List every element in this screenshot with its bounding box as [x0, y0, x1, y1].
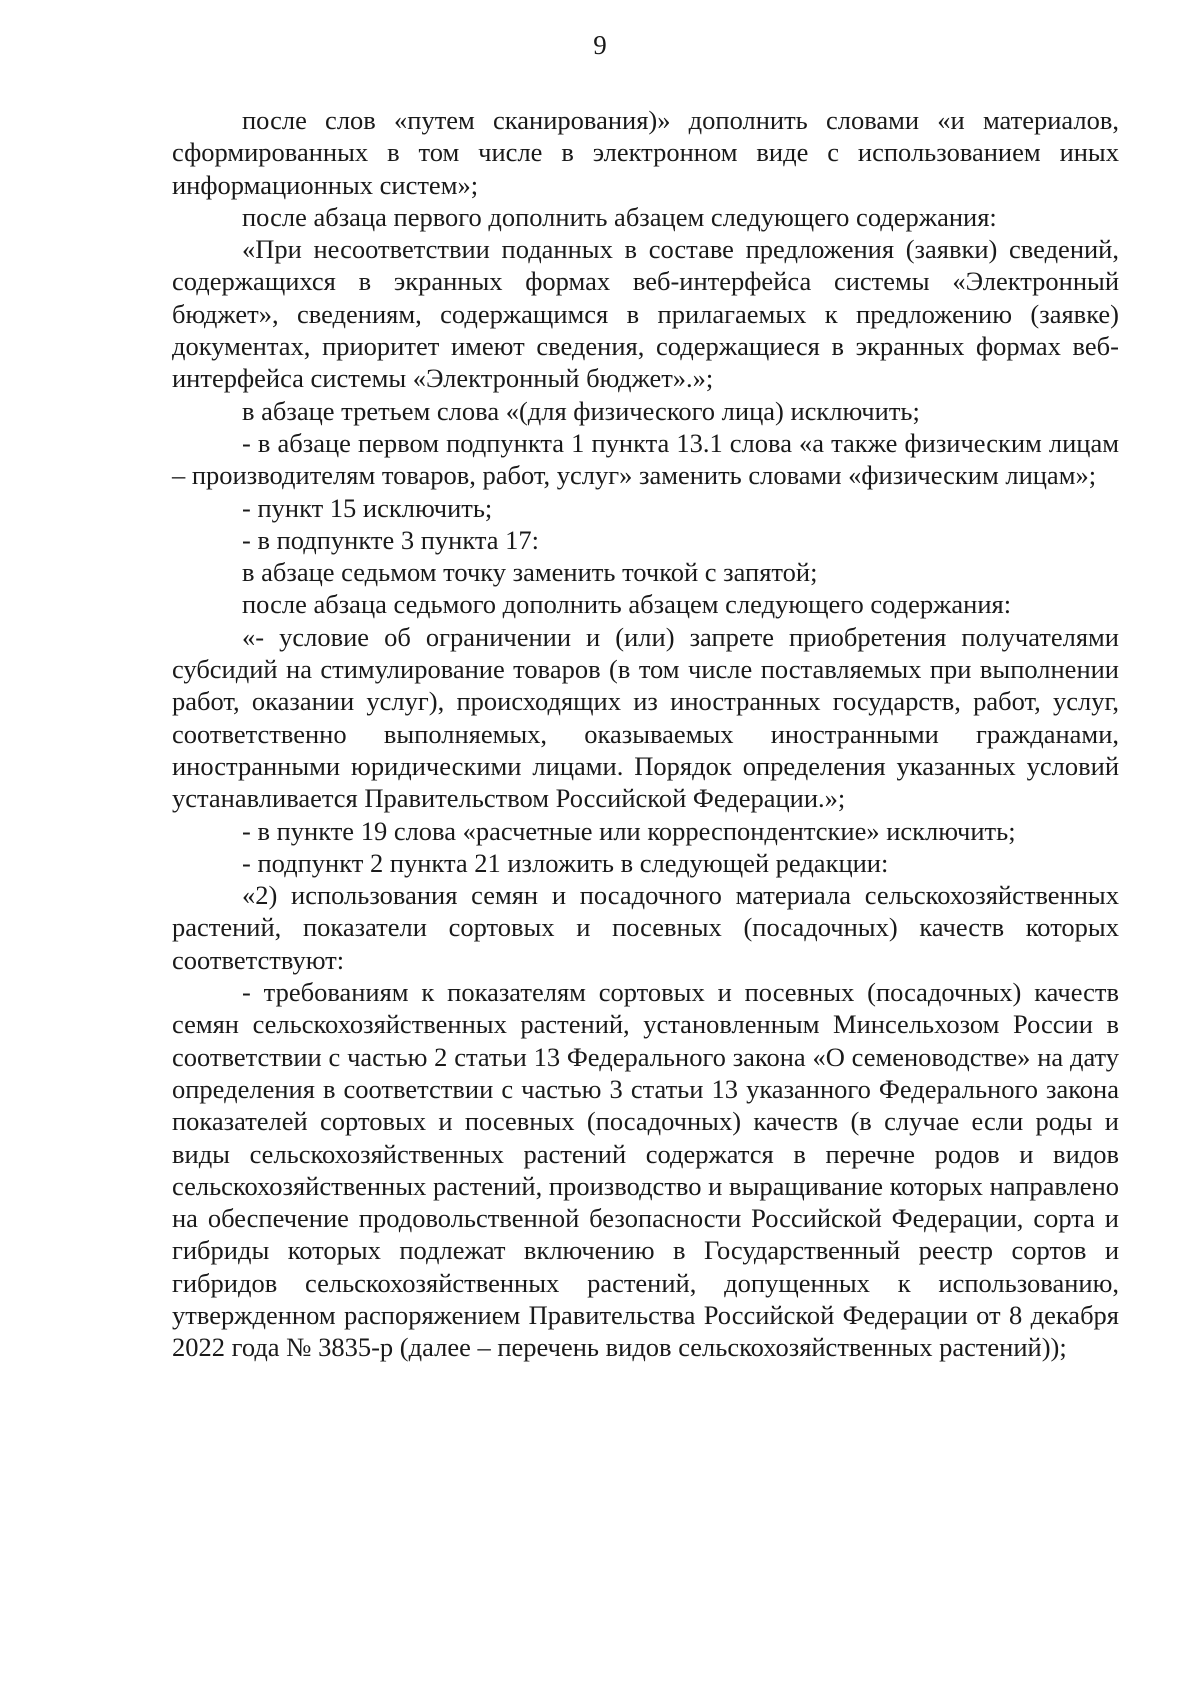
paragraph-after-seventh-abzats: после абзаца седьмого дополнить абзацем следующего содержания:: [242, 589, 1012, 620]
paragraph-seventh-abzats: в абзаце седьмом точку заменить точкой с запятой;: [242, 557, 818, 588]
paragraph-scanning-addition: после слов «путем сканирования)» дополнить словами «и материалов, сформированных в том числе в электронном виде с использованием иных информационных систем»;: [172, 105, 1119, 200]
paragraph-item-17: - в подпункте 3 пункта 17:: [242, 524, 540, 555]
paragraph-item-15: - пункт 15 исключить;: [242, 492, 493, 523]
paragraph-requirements-clause: - требованиям к показателям сортовых и посевных (посадочных) качеств семян сельскохозяйственных растений, установленным Минсельхозом России в соответствии с частью 2 статьи 13 Федерального закона «О семеноводстве» на дату определения в соответствии с частью 3 статьи 13 указанного Федерального закона показателей сортовых и посевных (посадочных) качеств (в случае если роды и виды сельскохозяйственных растений содержатся в перечне родов и видов сельскохозяйственных растений, производство и выращивание которых направлено на обеспечение продовольственной безопасности Российской Федерации, сорта и гибриды которых подлежат включению в Государственный реестр сортов и гибридов сельскохозяйственных растений, допущенных к использованию, утвержденном распоряжением Правительства Российской Федерации от 8 декабря 2022 года № 3835-р (далее – перечень видов сельскохозяйственных растений));: [172, 977, 1119, 1363]
paragraph-after-first-abzats: после абзаца первого дополнить абзацем следующего содержания:: [242, 201, 997, 232]
paragraph-priority-clause: «При несоответствии поданных в составе предложения (заявки) сведений, содержащихся в экранных формах веб-интерфейса системы «Электронный бюджет», сведениям, содержащимся в прилагаемых к предложению (заявке) документах, приоритет имеют сведения, содержащиеся в экранных формах веб-интерфейса системы «Электронный бюджет».»;: [172, 234, 1119, 394]
paragraph-restriction-clause: «- условие об ограничении и (или) запрете приобретения получателями субсидий на стимулирование товаров (в том числе поставляемых при выполнении работ, оказании услуг), происходящих из иностранных государств, работ, услуг, соответственно выполняемых, оказываемых иностранными гражданами, иностранными юридическими лицами. Порядок определения указанных условий устанавливается Правительством Российской Федерации.»;: [172, 621, 1119, 814]
paragraph-item-13-1: - в абзаце первом подпункта 1 пункта 13.1 слова «а также физическим лицам – производителям товаров, работ, услуг» заменить словами «физическим лицам»;: [172, 427, 1119, 491]
paragraph-item-19: - в пункте 19 слова «расчетные или корреспондентские» исключить;: [242, 815, 1016, 846]
paragraph-seeds-clause: «2) использования семян и посадочного материала сельскохозяйственных растений, показатели сортовых и посевных (посадочных) качеств которых соответствуют:: [172, 880, 1119, 975]
document-body: [172, 104, 1119, 1364]
paragraph-item-21: - подпункт 2 пункта 21 изложить в следующей редакции:: [242, 847, 889, 878]
page-number: 9: [593, 30, 607, 60]
paragraph-third-abzats: в абзаце третьем слова «(для физического лица) исключить;: [242, 395, 920, 426]
